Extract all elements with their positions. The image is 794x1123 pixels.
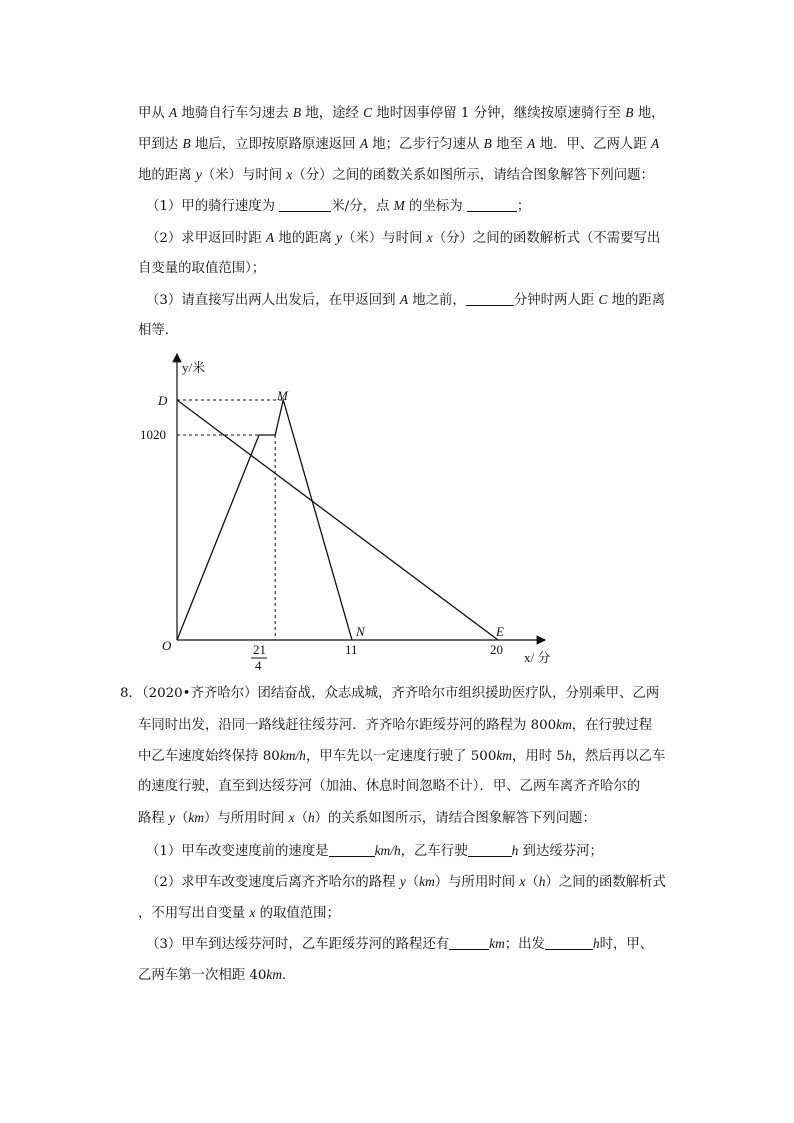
point-n-label: N <box>356 624 365 639</box>
answer-blank[interactable] <box>279 197 331 212</box>
p8-line-5: 路程 y（km）与所用时间 x（h）的关系如图所示，请结合图象解答下列问题： <box>138 810 596 826</box>
y-axis-label: y/米 <box>182 360 206 375</box>
p7-line-3: 地的距离 y（米）与时间 x（分）之间的函数关系如图所示，请结合图象解答下列问题： <box>138 167 654 183</box>
answer-blank[interactable] <box>329 842 375 857</box>
p8-line-4: 的速度行驶，直至到达绥芬河（加油、休息时间忽略不计）．甲、乙两车离齐齐哈尔的 <box>138 779 641 794</box>
answer-blank[interactable] <box>468 842 512 857</box>
point-m-label: M <box>277 388 288 403</box>
p8-line-1: 8．（2020•齐齐哈尔）团结奋战，众志成城，齐齐哈尔市组织援助医疗队，分别乘甲、乙两 <box>120 686 660 701</box>
p7-line-1: 甲从 A 地骑自行车匀速去 B 地，途经 C 地时因事停留 1 分钟，继续按原速骑行至 B 地， <box>138 105 665 121</box>
p8-question-1: （1）甲车改变速度前的速度是 km/h，乙车行驶 h 到达绥芬河； <box>146 843 603 859</box>
p8-question-3-cont: 乙两车第一次相距 40km． <box>138 967 296 983</box>
x-tick-21-over-4-den: 4 <box>255 658 262 673</box>
p7-question-3-cont: 相等． <box>138 323 179 338</box>
x-tick-11: 11 <box>345 642 358 657</box>
p7-question-3: （3）请直接写出两人出发后，在甲返回到 A 地之前， 分钟时两人距 C 地的距离 <box>146 292 666 308</box>
point-e-label: E <box>496 624 504 639</box>
answer-blank[interactable] <box>466 291 514 306</box>
x-tick-21-over-4-num: 21 <box>253 642 266 657</box>
series-jia-line <box>177 400 352 640</box>
distance-time-graph <box>140 350 590 673</box>
y-tick-1020: 1020 <box>140 427 166 442</box>
p7-question-2: （2）求甲返回时距 A 地的距离 y（米）与时间 x（分）之间的函数解析式（不需要写出 <box>146 230 661 246</box>
x-tick-20: 20 <box>490 642 503 657</box>
point-d-label: D <box>158 393 168 408</box>
p8-question-2: （2）求甲车改变速度后离齐齐哈尔的路程 y（km）与所用时间 x（h）之间的函数解析式 <box>146 874 666 890</box>
p8-question-3: （3）甲车到达绥芬河时，乙车距绥芬河的路程还有 km；出发 h时，甲、 <box>146 936 654 952</box>
answer-blank[interactable] <box>545 935 593 950</box>
p7-question-1: （1）甲的骑行速度为 米/分，点 M 的坐标为 ； <box>146 198 531 214</box>
p7-question-2-cont: 自变量的取值范围）； <box>138 261 266 276</box>
p7-line-2: 甲到达 B 地后，立即按原路原速返回 A 地；乙步行匀速从 B 地至 A 地．甲、乙两人距 A <box>138 136 660 152</box>
p8-line-2: 车同时出发，沿同一路线赶往绥芬河．齐齐哈尔距绥芬河的路程为 800km，在行驶过程 <box>138 717 653 733</box>
answer-blank[interactable] <box>449 935 489 950</box>
x-axis-label: x/ 分 <box>524 650 551 665</box>
p8-question-2-cont: ，不用写出自变量 x 的取值范围； <box>138 905 340 921</box>
origin-label: O <box>162 638 172 653</box>
answer-blank[interactable] <box>467 197 517 212</box>
p8-line-3: 中乙车速度始终保持 80km/h，甲车先以一定速度行驶了 500km，用时 5h，然后再以乙车 <box>138 748 666 764</box>
